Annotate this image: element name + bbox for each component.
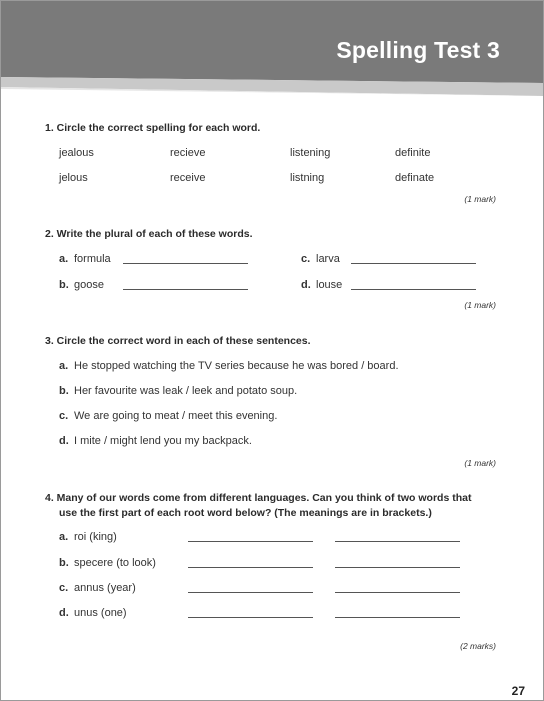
item-word: louse: [316, 279, 343, 291]
answer-line[interactable]: [123, 289, 248, 290]
answer-line[interactable]: [351, 263, 476, 264]
item-sentence[interactable]: I mite / might lend you my backpack.: [74, 435, 252, 447]
answer-line[interactable]: [188, 541, 313, 542]
q4-item-c: [59, 582, 136, 594]
item-letter: d.: [59, 607, 69, 619]
item-letter: b.: [59, 279, 69, 291]
q3-item-b: [59, 385, 297, 397]
q3-item-c: [59, 410, 277, 422]
question-4-title-line1: 4. Many of our words come from different languages. Can you think of two words that: [45, 492, 472, 504]
answer-line[interactable]: [351, 289, 476, 290]
item-sentence[interactable]: Her favourite was leak / leek and potato soup.: [74, 385, 298, 397]
answer-line[interactable]: [188, 567, 313, 568]
q1-word-option[interactable]: listening: [290, 147, 331, 159]
q3-item-a: [59, 360, 399, 372]
item-word: specere (to look): [74, 557, 156, 569]
q1-word-option[interactable]: definate: [395, 172, 435, 184]
answer-line[interactable]: [123, 263, 248, 264]
page-title: Spelling Test 3: [336, 37, 500, 63]
q1-word-option[interactable]: listning: [290, 172, 325, 184]
item-letter: c.: [59, 582, 69, 594]
item-letter: b.: [59, 557, 69, 569]
item-letter: a.: [59, 360, 69, 372]
item-letter: a.: [59, 531, 69, 543]
item-word: unus (one): [74, 607, 127, 619]
item-letter: d.: [301, 279, 311, 291]
q4-item-a: [59, 531, 117, 543]
item-sentence[interactable]: We are going to meat / meet this evening.: [74, 410, 278, 422]
q4-item-d: [59, 607, 127, 619]
item-letter: a.: [59, 253, 69, 265]
answer-line[interactable]: [188, 617, 313, 618]
item-word: roi (king): [74, 531, 117, 543]
q1-word-option[interactable]: jealous: [59, 147, 94, 159]
question-2-title: 2. Write the plural of each of these words.: [45, 228, 253, 240]
page-number: 27: [511, 684, 525, 698]
item-letter: c.: [301, 253, 311, 265]
item-letter: b.: [59, 385, 69, 397]
item-word: formula: [74, 253, 111, 265]
item-sentence[interactable]: He stopped watching the TV series because he was bored / board.: [74, 360, 399, 372]
item-word: annus (year): [74, 582, 136, 594]
q1-word-option[interactable]: jelous: [59, 172, 88, 184]
item-word: goose: [74, 279, 104, 291]
answer-line[interactable]: [335, 592, 460, 593]
q3-marks: (1 mark): [464, 458, 496, 468]
q1-word-option[interactable]: recieve: [170, 147, 206, 159]
item-letter: d.: [59, 435, 69, 447]
answer-line[interactable]: [335, 567, 460, 568]
answer-line[interactable]: [188, 592, 313, 593]
item-letter: c.: [59, 410, 69, 422]
question-1-title: 1. Circle the correct spelling for each word.: [45, 122, 261, 134]
q1-marks: (1 mark): [464, 194, 496, 204]
q1-word-option[interactable]: definite: [395, 147, 431, 159]
q2-item-d: [301, 279, 342, 291]
q2-item-c: [301, 253, 340, 265]
q2-item-b: [59, 279, 104, 291]
question-4-title-line2: use the first part of each root word below? (The meanings are in brackets.): [59, 507, 432, 519]
q1-word-option[interactable]: receive: [170, 172, 206, 184]
question-3-title: 3. Circle the correct word in each of these sentences.: [45, 335, 311, 347]
q2-marks: (1 mark): [464, 300, 496, 310]
answer-line[interactable]: [335, 541, 460, 542]
item-word: larva: [316, 253, 340, 265]
q3-item-d: [59, 435, 252, 447]
q2-item-a: [59, 253, 111, 265]
answer-line[interactable]: [335, 617, 460, 618]
q4-item-b: [59, 557, 156, 569]
page-header: [1, 1, 543, 96]
q4-marks: (2 marks): [460, 641, 496, 651]
